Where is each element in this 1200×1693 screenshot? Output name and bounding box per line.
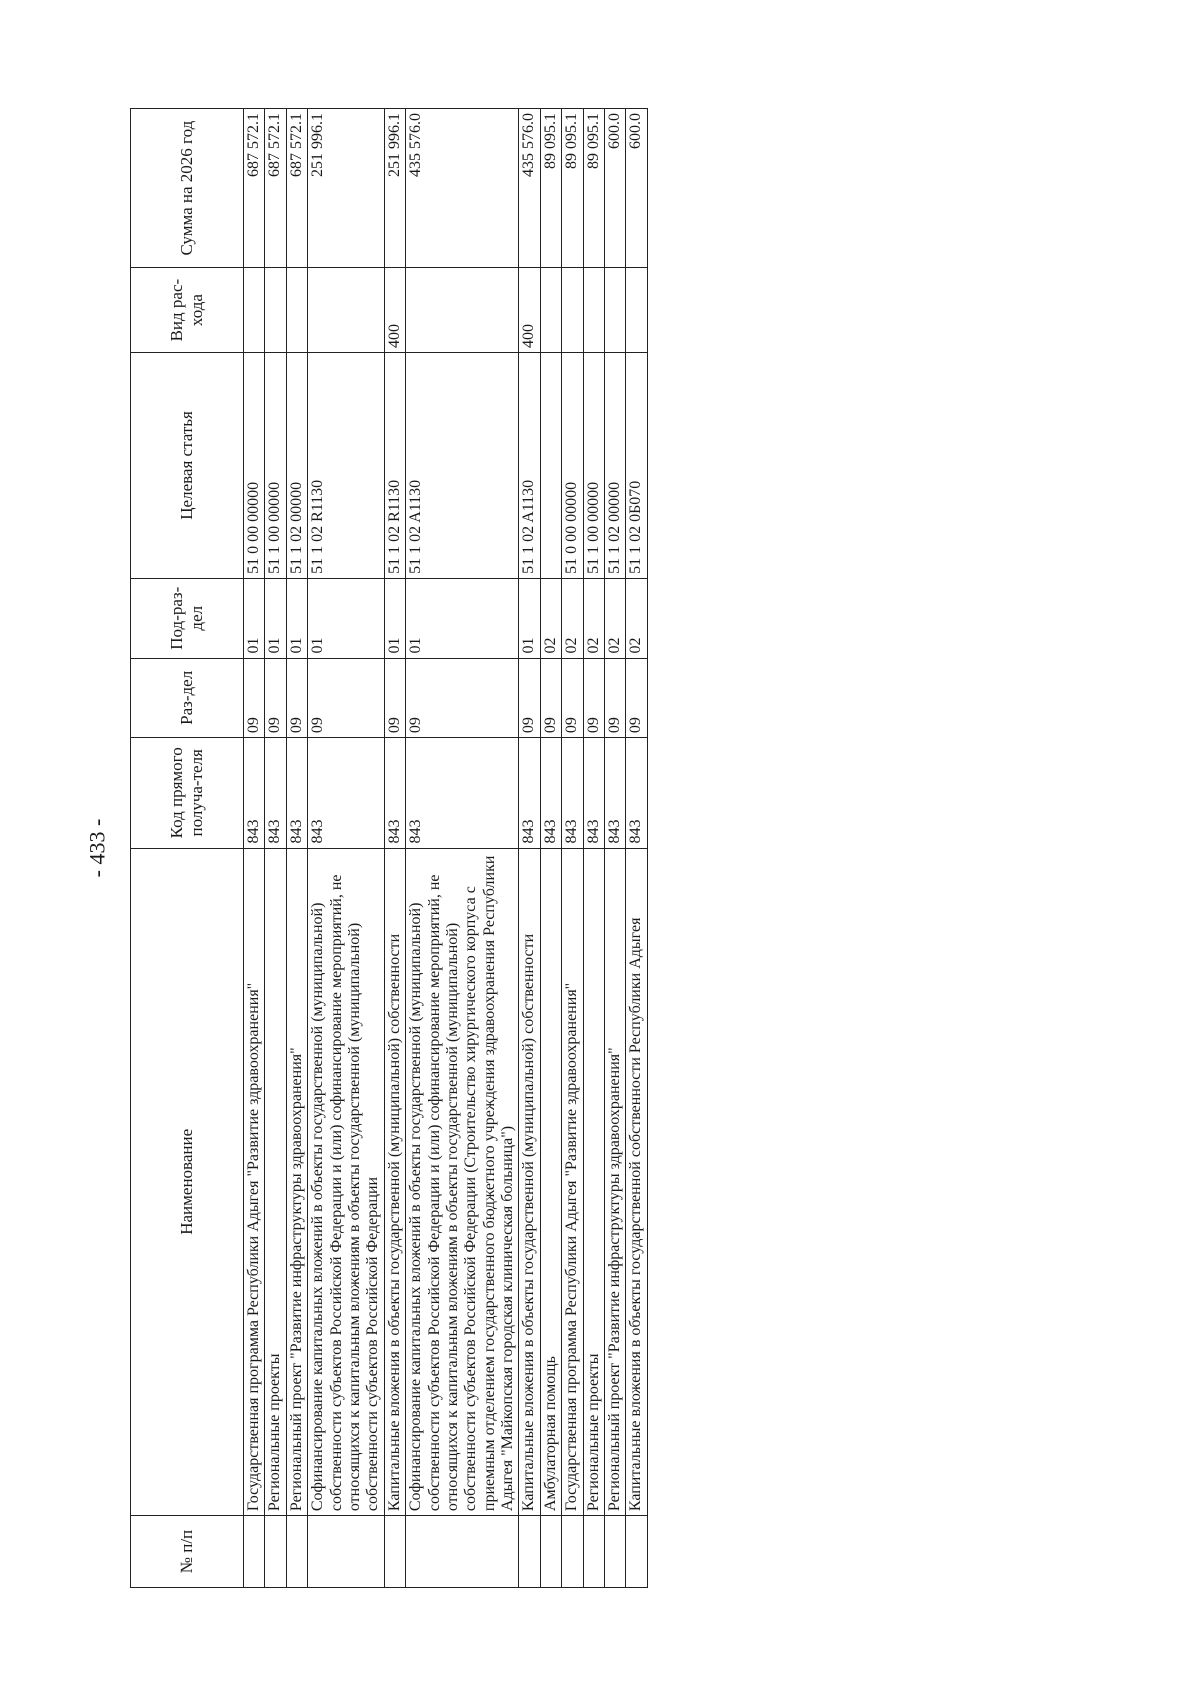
header-no: № п/п — [131, 1516, 244, 1588]
table-row — [562, 109, 583, 1588]
header-expense-type: Вид рас-хода — [131, 268, 244, 353]
cell-sum: 251 996.1 — [384, 109, 405, 268]
cell-subsection: 02 — [626, 578, 647, 658]
cell-expense-type: 400 — [519, 268, 540, 353]
cell-expense-type — [308, 268, 385, 353]
cell-sum: 687 572.1 — [244, 109, 265, 268]
cell-expense-type — [626, 268, 647, 353]
cell-sum: 600.0 — [626, 109, 647, 268]
cell-section: 09 — [519, 658, 540, 738]
header-target: Целевая статья — [131, 352, 244, 578]
table-row — [384, 109, 405, 1588]
cell-name: Региональные проекты — [583, 848, 604, 1516]
cell-section: 09 — [562, 658, 583, 738]
table-row — [244, 109, 265, 1588]
cell-recipient: 843 — [626, 738, 647, 848]
table-row — [605, 109, 626, 1588]
table-row — [286, 109, 307, 1588]
cell-sum: 435 576.0 — [406, 109, 519, 268]
cell-target: 51 1 02 A1130 — [406, 352, 519, 578]
table-body — [244, 109, 648, 1588]
cell-sum: 251 996.1 — [308, 109, 385, 268]
cell-subsection: 01 — [384, 578, 405, 658]
cell-target: 51 1 02 00000 — [286, 352, 307, 578]
cell-subsection: 02 — [605, 578, 626, 658]
header-name: Наименование — [131, 848, 244, 1516]
cell-name: Амбулаторная помощь — [540, 848, 561, 1516]
cell-name: Капитальные вложения в объекты государственной (муниципальной) собственности — [519, 848, 540, 1516]
cell-expense-type — [605, 268, 626, 353]
rotated-page — [130, 108, 1070, 1588]
cell-section: 09 — [626, 658, 647, 738]
cell-name: Софинансирование капитальных вложений в объекты государственной (муниципальной) собственности субъектов Российской Федерации и (или) софинансирование мероприятий, не относящихся к капитальным вложениям в объекты государственной (муниципальной) собственности субъектов Российской Федерации — [308, 848, 385, 1516]
cell-subsection: 02 — [583, 578, 604, 658]
cell-no — [265, 1516, 286, 1588]
cell-subsection: 02 — [540, 578, 561, 658]
header-sum: Сумма на 2026 год — [131, 109, 244, 268]
cell-target: 51 1 02 0Б070 — [626, 352, 647, 578]
cell-section: 09 — [406, 658, 519, 738]
cell-no — [519, 1516, 540, 1588]
cell-recipient: 843 — [605, 738, 626, 848]
page-number: - 433 - — [84, 818, 110, 878]
cell-expense-type — [562, 268, 583, 353]
cell-name: Государственная программа Республики Адыгея "Развитие здравоохранения" — [244, 848, 265, 1516]
cell-name: Капитальные вложения в объекты государственной собственности Республики Адыгея — [626, 848, 647, 1516]
cell-target: 51 1 00 00000 — [265, 352, 286, 578]
cell-target: 51 1 02 R1130 — [308, 352, 385, 578]
cell-recipient: 843 — [286, 738, 307, 848]
cell-subsection: 02 — [562, 578, 583, 658]
cell-section: 09 — [605, 658, 626, 738]
cell-recipient: 843 — [265, 738, 286, 848]
cell-recipient: 843 — [308, 738, 385, 848]
cell-subsection: 01 — [244, 578, 265, 658]
cell-section: 09 — [265, 658, 286, 738]
table-row — [308, 109, 385, 1588]
cell-subsection: 01 — [406, 578, 519, 658]
cell-no — [286, 1516, 307, 1588]
cell-name: Софинансирование капитальных вложений в объекты государственной (муниципальной) собственности субъектов Российской Федерации и (или) софинансирование мероприятий, не относящихся к капитальным вложениям в объекты государственной (муниципальной) собственности субъектов Российской Федерации (Строительство хирургического корпуса с приемным отделением государственного бюджетного учреждения здравоохранения Республики Адыгея "Майкопская городская клиническая больница") — [406, 848, 519, 1516]
cell-name: Региональный проект "Развитие инфраструктуры здравоохранения" — [286, 848, 307, 1516]
cell-no — [406, 1516, 519, 1588]
table-row — [626, 109, 647, 1588]
cell-expense-type — [540, 268, 561, 353]
cell-expense-type — [286, 268, 307, 353]
cell-recipient: 843 — [562, 738, 583, 848]
cell-sum: 89 095.1 — [540, 109, 561, 268]
cell-expense-type — [583, 268, 604, 353]
cell-expense-type — [265, 268, 286, 353]
cell-target: 51 0 00 00000 — [244, 352, 265, 578]
cell-expense-type — [244, 268, 265, 353]
cell-recipient: 843 — [519, 738, 540, 848]
table-header-row — [131, 109, 244, 1588]
cell-expense-type — [406, 268, 519, 353]
cell-expense-type: 400 — [384, 268, 405, 353]
cell-no — [308, 1516, 385, 1588]
cell-no — [626, 1516, 647, 1588]
cell-subsection: 01 — [308, 578, 385, 658]
cell-subsection: 01 — [265, 578, 286, 658]
cell-sum: 89 095.1 — [562, 109, 583, 268]
cell-sum: 600.0 — [605, 109, 626, 268]
table-row — [540, 109, 561, 1588]
cell-recipient: 843 — [540, 738, 561, 848]
budget-table — [130, 108, 648, 1588]
cell-no — [583, 1516, 604, 1588]
table-row — [519, 109, 540, 1588]
cell-target: 51 0 00 00000 — [562, 352, 583, 578]
cell-recipient: 843 — [244, 738, 265, 848]
cell-recipient: 843 — [384, 738, 405, 848]
table-wrapper — [130, 108, 1070, 1588]
cell-section: 09 — [286, 658, 307, 738]
cell-sum: 435 576.0 — [519, 109, 540, 268]
cell-section: 09 — [244, 658, 265, 738]
cell-section: 09 — [583, 658, 604, 738]
cell-section: 09 — [384, 658, 405, 738]
cell-name: Региональные проекты — [265, 848, 286, 1516]
cell-name: Региональный проект "Развитие инфраструктуры здравоохранения" — [605, 848, 626, 1516]
cell-section: 09 — [540, 658, 561, 738]
cell-name: Капитальные вложения в объекты государственной (муниципальной) собственности — [384, 848, 405, 1516]
header-recipient: Код прямого получа-теля — [131, 738, 244, 848]
cell-target — [540, 352, 561, 578]
cell-no — [605, 1516, 626, 1588]
cell-section: 09 — [308, 658, 385, 738]
table-row — [265, 109, 286, 1588]
cell-target: 51 1 02 00000 — [605, 352, 626, 578]
cell-recipient: 843 — [583, 738, 604, 848]
cell-no — [540, 1516, 561, 1588]
cell-sum: 687 572.1 — [265, 109, 286, 268]
cell-recipient: 843 — [406, 738, 519, 848]
table-row — [406, 109, 519, 1588]
table-row — [583, 109, 604, 1588]
header-subsection: Под-раз-дел — [131, 578, 244, 658]
cell-no — [384, 1516, 405, 1588]
cell-sum: 89 095.1 — [583, 109, 604, 268]
cell-subsection: 01 — [286, 578, 307, 658]
cell-name: Государственная программа Республики Адыгея "Развитие здравоохранения" — [562, 848, 583, 1516]
header-section: Раз-дел — [131, 658, 244, 738]
cell-target: 51 1 00 00000 — [583, 352, 604, 578]
cell-no — [244, 1516, 265, 1588]
cell-subsection: 01 — [519, 578, 540, 658]
cell-target: 51 1 02 A1130 — [519, 352, 540, 578]
cell-target: 51 1 02 R1130 — [384, 352, 405, 578]
cell-sum: 687 572.1 — [286, 109, 307, 268]
cell-no — [562, 1516, 583, 1588]
